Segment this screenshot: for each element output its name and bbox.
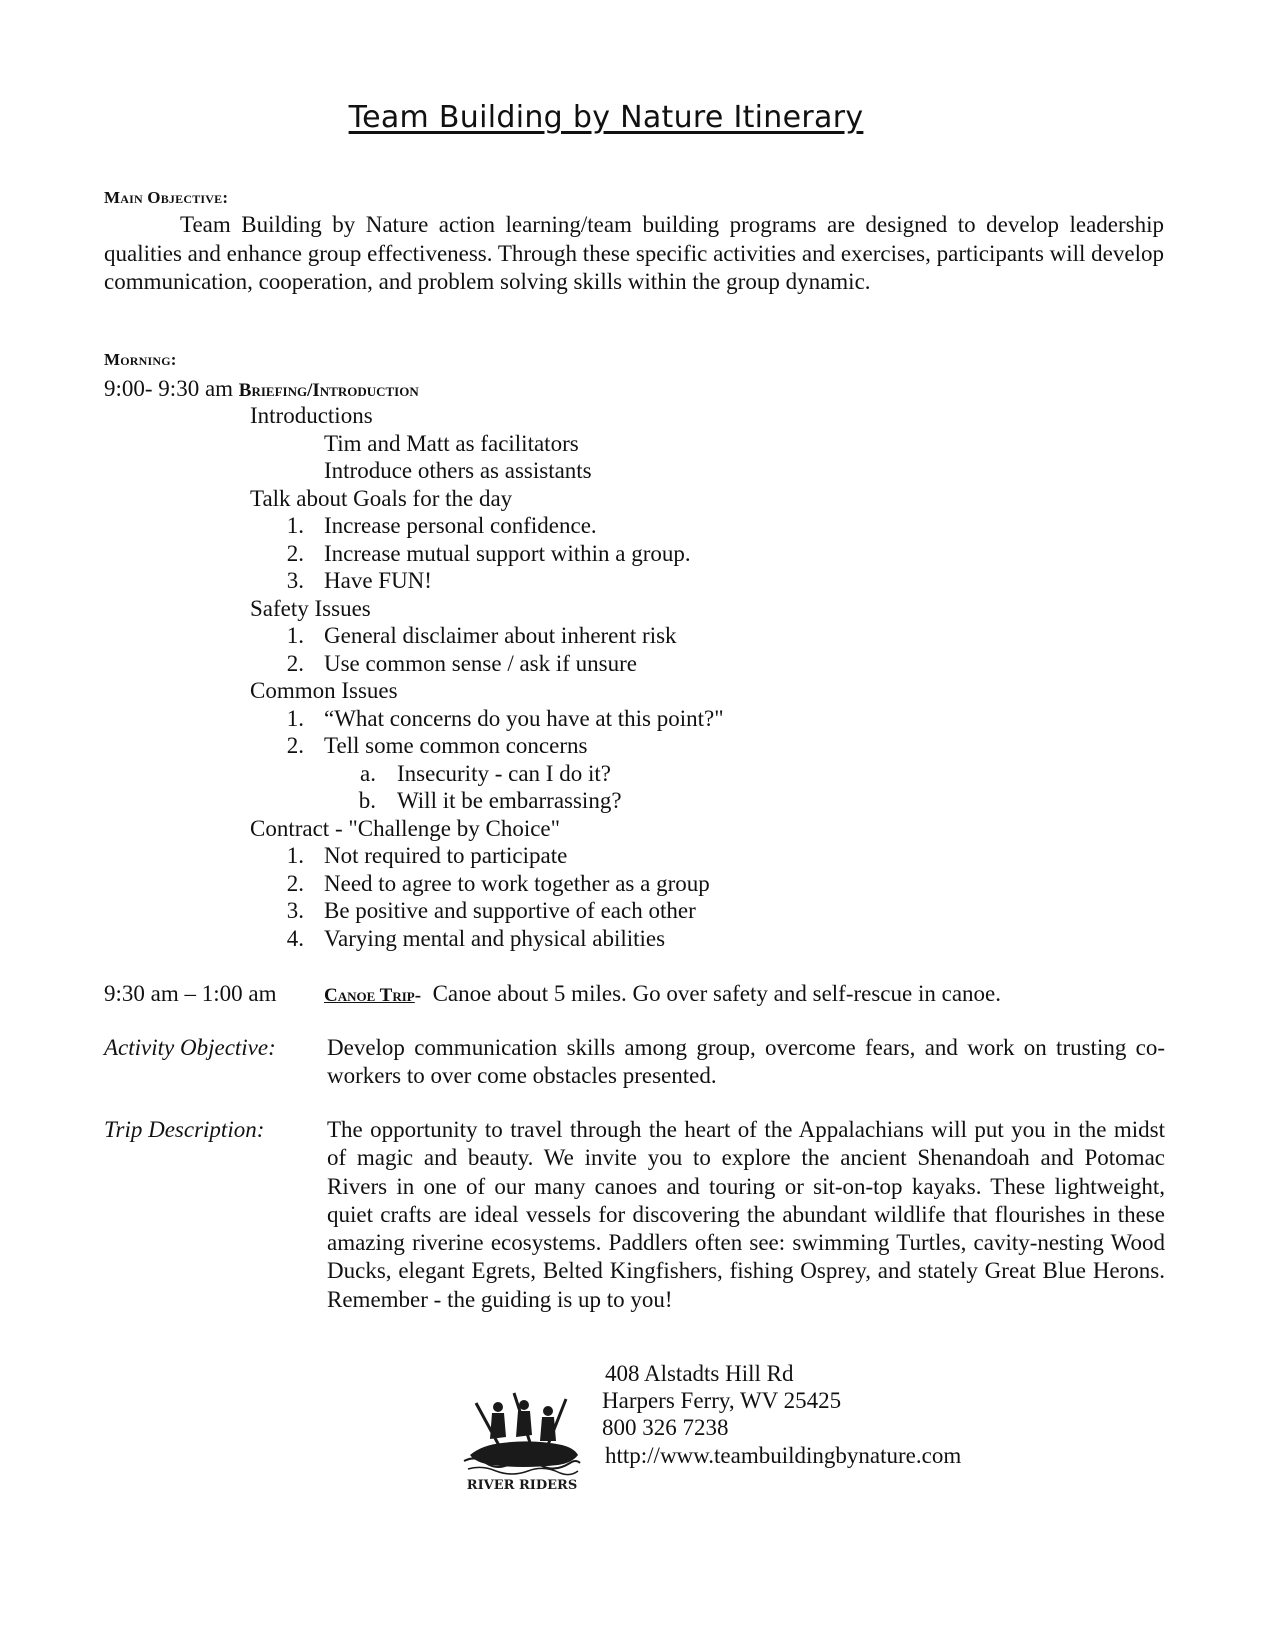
river-riders-logo <box>462 1385 582 1493</box>
list-number: 2. <box>286 733 304 758</box>
list-letter: b. <box>358 788 376 813</box>
intro-item: Tim and Matt as facilitators <box>324 431 579 456</box>
intro-item: Introduce others as assistants <box>324 458 592 483</box>
address-line-1: 408 Alstadts Hill Rd <box>605 1361 794 1386</box>
main-objective-text: Team Building by Nature action learning/team building programs are designed to develop leadership qualities and enhance group effectiveness. Through these specific activities and exercises, participants will develop communication, cooperation, and problem solving skills within the group dynamic. <box>104 212 1164 294</box>
trip-description-label: Trip Description: <box>104 1117 265 1142</box>
list-number: 1. <box>286 843 304 868</box>
canoe-dash: - <box>414 985 422 1006</box>
list-number: 4. <box>286 926 304 951</box>
main-objective-heading: Main Objective: <box>104 188 229 207</box>
canoe-text: Canoe about 5 miles. Go over safety and self-rescue in canoe. <box>432 981 1001 1006</box>
list-number: 1. <box>286 706 304 731</box>
contract-item: Be positive and supportive of each other <box>324 898 696 923</box>
safety-item: General disclaimer about inherent risk <box>324 623 677 648</box>
list-number: 2. <box>286 871 304 896</box>
canoe-title: Canoe Trip <box>324 985 415 1006</box>
morning-heading: Morning: <box>104 350 177 369</box>
goal-item: Have FUN! <box>324 568 432 593</box>
trip-description-text: The opportunity to travel through the heart of the Appalachians will put you in the midst of magic and beauty. We invite you to explore the ancient Shenandoah and Potomac Rivers in one of our many canoes and touring or sit-on-top kayaks. These lightweight, quiet crafts are ideal vessels for discovering the abundant wildlife that flourishes in these amazing riverine ecosystems. Paddlers often see: swimming Turtles, cavity-nesting Wood Ducks, elegant Egrets, Belted Kingfishers, fishing Osprey, and stately Great Blue Herons. Remember - the guiding is up to you! <box>327 1117 1165 1312</box>
list-number: 2. <box>286 651 304 676</box>
activity-objective-label: Activity Objective: <box>104 1035 276 1060</box>
list-number: 3. <box>286 898 304 923</box>
canoe-line <box>324 980 1001 1010</box>
website-url[interactable]: http://www.teambuildingbynature.com <box>605 1443 962 1468</box>
list-number: 2. <box>286 541 304 566</box>
common-label: Common Issues <box>250 678 398 703</box>
introductions-label: Introductions <box>250 403 373 428</box>
contract-item: Need to agree to work together as a group <box>324 871 710 896</box>
common-item: “What concerns do you have at this point?" <box>324 706 724 731</box>
document-title: Team Building by Nature Itinerary <box>348 100 864 135</box>
phone-number: 800 326 7238 <box>602 1415 729 1440</box>
list-letter: a. <box>360 761 376 786</box>
address-line-2: Harpers Ferry, WV 25425 <box>602 1388 842 1413</box>
activity-objective-text: Develop communication skills among group, overcome fears, and work on trusting co-workers to over come obstacles presented. <box>327 1035 1165 1089</box>
goal-item: Increase mutual support within a group. <box>324 541 691 566</box>
logo-text: RIVER RIDERS <box>466 1478 578 1493</box>
concern-item: Insecurity - can I do it? <box>397 761 611 786</box>
safety-label: Safety Issues <box>250 596 371 621</box>
contract-item: Varying mental and physical abilities <box>324 926 666 951</box>
canoe-time: 9:30 am – 1:00 am <box>104 981 277 1006</box>
goal-item: Increase personal confidence. <box>324 513 597 538</box>
common-item: Tell some common concerns <box>324 733 588 758</box>
briefing-title: Briefing/Introduction <box>238 380 419 401</box>
list-number: 1. <box>286 513 304 538</box>
concern-item: Will it be embarrassing? <box>397 788 622 813</box>
contract-item: Not required to participate <box>324 843 568 868</box>
briefing-time-line <box>104 375 419 405</box>
contract-label: Contract - "Challenge by Choice" <box>250 816 561 841</box>
briefing-time: 9:00- 9:30 am <box>104 376 234 401</box>
list-number: 1. <box>286 623 304 648</box>
list-number: 3. <box>286 568 304 593</box>
safety-item: Use common sense / ask if unsure <box>324 651 637 676</box>
goals-label: Talk about Goals for the day <box>250 486 513 511</box>
